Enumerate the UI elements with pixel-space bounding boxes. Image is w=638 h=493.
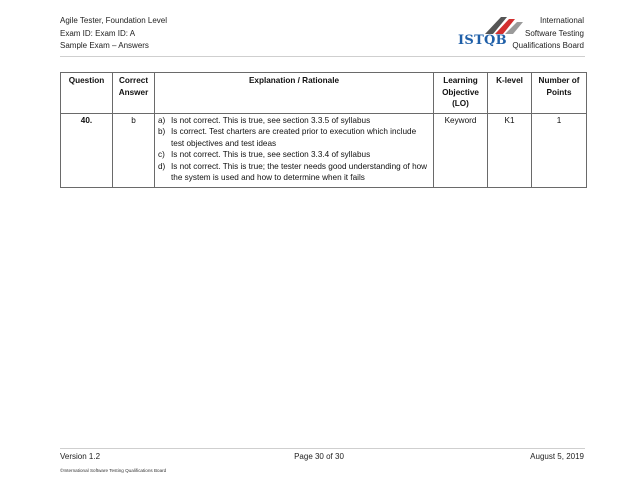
explanation-letter: c) xyxy=(158,150,165,159)
header-org-line-3: Qualifications Board xyxy=(512,41,584,50)
explanation-cell xyxy=(155,113,434,187)
header-divider xyxy=(60,56,585,57)
header-subtitle: Sample Exam – Answers xyxy=(60,41,149,50)
footer-version: Version 1.2 xyxy=(60,452,101,461)
header-points: Number of Points xyxy=(532,73,587,114)
footer-copyright: ©International Software Testing Qualifications Board xyxy=(60,468,167,473)
istqb-logo-text: ISTQB xyxy=(458,33,507,48)
header-correct-answer: Correct Answer xyxy=(113,73,155,114)
header-question: Question xyxy=(61,73,113,114)
header-k-level: K-level xyxy=(488,73,532,114)
explanation-item-a xyxy=(158,115,430,127)
header-org-line-2: Software Testing xyxy=(525,28,584,38)
explanation-item-c xyxy=(158,149,430,161)
explanation-item-b xyxy=(158,126,430,149)
learning-objective: Keyword xyxy=(434,113,488,187)
footer-date: August 5, 2019 xyxy=(530,452,584,461)
header-exam-id: Exam ID: Exam ID: A xyxy=(60,28,136,38)
header-title: Agile Tester, Foundation Level xyxy=(60,16,168,25)
explanation-letter: a) xyxy=(158,115,166,125)
correct-answer: b xyxy=(113,113,155,187)
footer-page-number: Page 30 of 30 xyxy=(294,452,344,461)
explanation-text: Is not correct. This is true, see section 3.3.5 of syllabus xyxy=(171,115,371,125)
table-row xyxy=(61,113,587,187)
explanation-letter: b) xyxy=(158,127,166,136)
answers-table xyxy=(60,72,587,188)
k-level: K1 xyxy=(488,113,532,187)
explanation-item-d xyxy=(158,161,430,184)
points: 1 xyxy=(532,113,587,187)
explanation-text: Is not correct. This is true, see section 3.3.4 of syllabus xyxy=(171,150,371,159)
explanation-letter: d) xyxy=(158,161,166,171)
header-learning-objective: Learning Objective (LO) xyxy=(434,73,488,114)
table-header-row xyxy=(61,73,587,114)
footer-divider xyxy=(60,448,585,449)
header-left xyxy=(60,15,167,53)
explanation-text: Is correct. Test charters are created prior to execution which include test objectives and test ideas xyxy=(171,127,417,148)
header-explanation: Explanation / Rationale xyxy=(155,73,434,114)
explanation-text: Is not correct. This is true; the tester needs good understanding of how the system is used and how to determine when it fails xyxy=(171,161,428,182)
question-number: 40. xyxy=(61,113,113,187)
header-org-line-1: International xyxy=(539,16,584,25)
explanation-list xyxy=(158,115,430,184)
header-right xyxy=(512,15,584,53)
